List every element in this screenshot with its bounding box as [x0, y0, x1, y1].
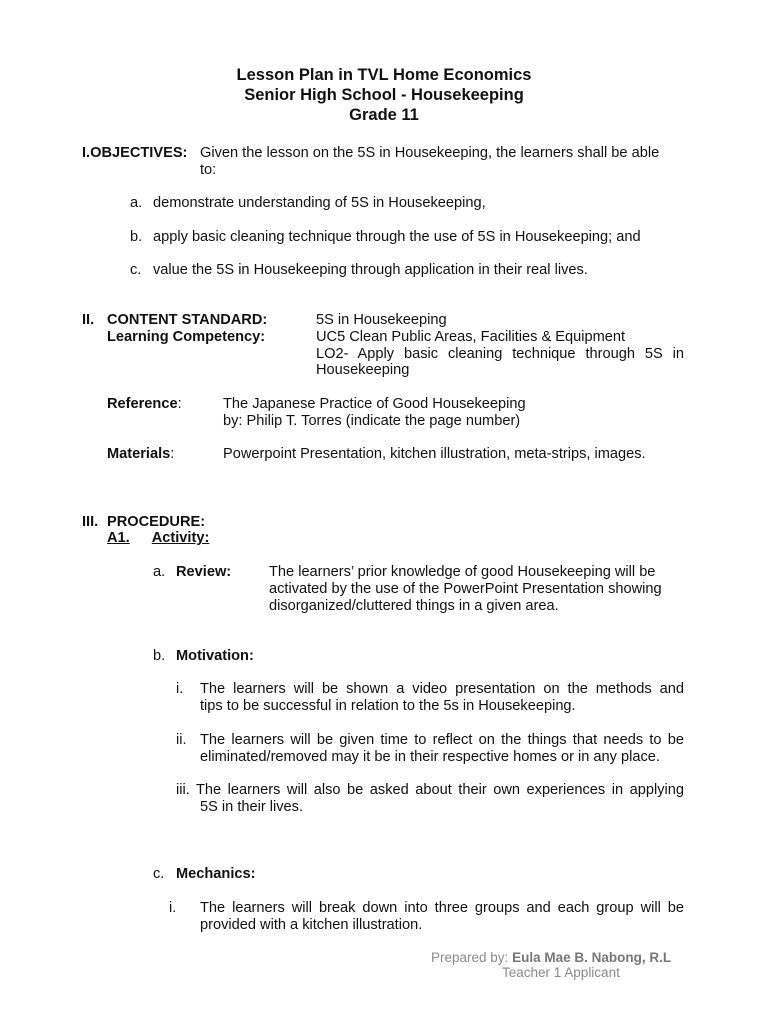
- review-text: activated by the use of the PowerPoint Presentation showing: [269, 581, 662, 597]
- learning-competency-value: UC5 Clean Public Areas, Facilities & Equipment: [316, 329, 626, 345]
- document-subtitle: Senior High School - Housekeeping: [244, 86, 524, 104]
- reference-author: by: Philip T. Torres (indicate the page number): [223, 413, 521, 429]
- reference-title: The Japanese Practice of Good Housekeeping: [223, 396, 526, 412]
- mechanics-item: The learners will break down into three groups and each group will be: [200, 900, 684, 916]
- activity-number: A1.: [107, 530, 130, 546]
- activity-colon: :: [204, 530, 210, 546]
- motivation-item-marker: ii.: [176, 732, 187, 748]
- objective-item: value the 5S in Housekeeping through application in their real lives.: [153, 262, 588, 278]
- materials-value: Powerpoint Presentation, kitchen illustration, meta-strips, images.: [223, 446, 646, 462]
- motivation-marker: b.: [153, 648, 166, 664]
- content-standard-label: CONTENT STANDARD:: [107, 312, 268, 328]
- reference-label-text: Reference: [107, 396, 178, 412]
- objectives-intro-cont: to:: [200, 162, 217, 178]
- objective-marker: b.: [130, 229, 143, 245]
- review-marker: a.: [153, 564, 166, 580]
- mechanics-label: Mechanics:: [176, 866, 256, 882]
- materials-label: [107, 446, 174, 463]
- learning-competency-value: Housekeeping: [316, 362, 410, 378]
- motivation-item: The learners will be shown a video presentation on the methods and: [200, 681, 684, 697]
- learning-competency-value: LO2- Apply basic cleaning technique through 5S in: [316, 346, 684, 362]
- motivation-item: tips to be successful in relation to the 5s in Housekeeping.: [200, 698, 576, 714]
- activity-heading: [107, 530, 217, 547]
- materials-colon: :: [170, 446, 175, 462]
- reference-label: [107, 396, 182, 413]
- motivation-item-marker: iii.: [176, 782, 190, 798]
- review-label: Review:: [176, 564, 232, 580]
- procedure-label: PROCEDURE:: [107, 514, 206, 530]
- motivation-item: eliminated/removed may it be in their respective homes or in any place.: [200, 749, 660, 765]
- motivation-item-marker: i.: [176, 681, 184, 697]
- motivation-item: The learners will also be asked about their own experiences in applying: [196, 782, 684, 798]
- prepared-by-label: Prepared by:: [431, 950, 509, 965]
- review-text: The learners’ prior knowledge of good Housekeeping will be: [269, 564, 656, 580]
- content-standard-value: 5S in Housekeeping: [316, 312, 447, 328]
- objective-marker: a.: [130, 195, 143, 211]
- learning-competency-label: Learning Competency:: [107, 329, 266, 345]
- mechanics-marker: c.: [153, 866, 165, 882]
- objectives-intro: Given the lesson on the 5S in Housekeeping, the learners shall be able: [200, 145, 660, 161]
- document-title: Lesson Plan in TVL Home Economics: [236, 66, 532, 84]
- grade-heading: Grade 11: [349, 106, 419, 124]
- mechanics-item-marker: i.: [169, 900, 177, 916]
- preparer-role: Teacher 1 Applicant: [502, 965, 620, 980]
- motivation-item: The learners will be given time to reflect on the things that needs to be: [200, 732, 684, 748]
- activity-label: Activity: [151, 530, 205, 546]
- preparer-name: Eula Mae B. Nabong, R.L: [512, 950, 672, 965]
- objective-item: demonstrate understanding of 5S in Housekeeping,: [153, 195, 486, 211]
- motivation-label: Motivation:: [176, 648, 254, 664]
- reference-colon: :: [177, 396, 182, 412]
- objective-marker: c.: [130, 262, 142, 278]
- objectives-label: I.OBJECTIVES:: [82, 145, 188, 161]
- mechanics-item: provided with a kitchen illustration.: [200, 917, 423, 933]
- review-text: disorganized/cluttered things in a given area.: [269, 598, 559, 614]
- materials-label-text: Materials: [107, 446, 171, 462]
- motivation-item: 5S in their lives.: [200, 799, 304, 815]
- objective-item: apply basic cleaning technique through the use of 5S in Housekeeping; and: [153, 229, 641, 245]
- content-numeral: II.: [82, 312, 95, 328]
- procedure-numeral: III.: [82, 514, 99, 530]
